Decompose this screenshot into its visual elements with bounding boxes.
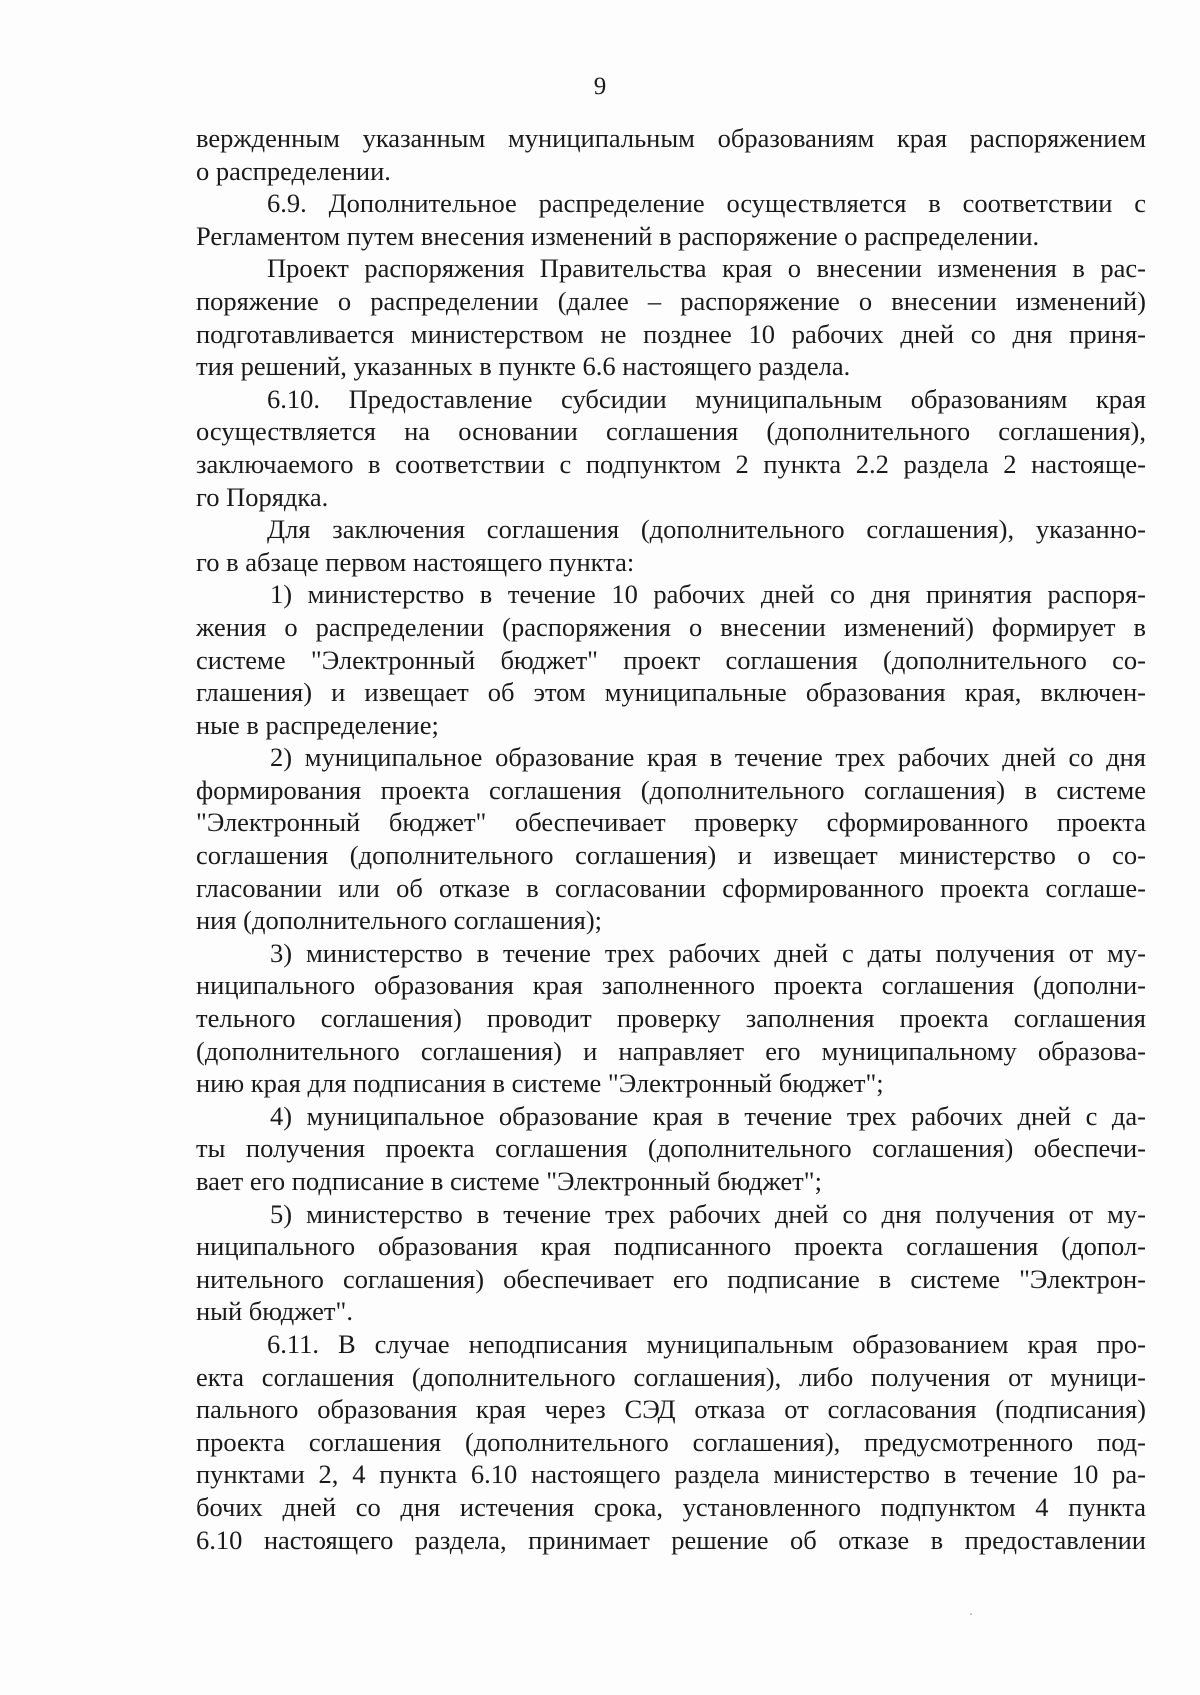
text-line: тельного соглашения) проводит проверку заполнения проекта соглашения — [196, 1003, 1146, 1034]
text-line: пунктами 2, 4 пункта 6.10 настоящего раздела министерство в течение 10 ра- — [196, 1459, 1146, 1490]
text-line: 2) муниципальное образование края в течение трех рабочих дней со дня — [270, 742, 1146, 773]
text-line: го в абзаце первом настоящего пункта: — [196, 546, 635, 577]
text-line: формирования проекта соглашения (дополнительного соглашения) в системе — [196, 774, 1146, 805]
text-line: вает его подписание в системе "Электронный бюджет"; — [196, 1166, 822, 1196]
text-line: подготавливается министерством не позднее 10 рабочих дней со дня приня- — [196, 318, 1146, 349]
text-line: Для заключения соглашения (дополнительного соглашения), указанно- — [267, 514, 1146, 545]
text-line: ния (дополнительного соглашения); — [196, 905, 603, 936]
text-line: вержденным указанным муниципальным образованиям края распоряжением — [196, 123, 1146, 153]
text-line: 1) министерство в течение 10 рабочих дней со дня принятия распоря- — [270, 579, 1146, 610]
text-line: бочих дней со дня истечения срока, установленного подпунктом 4 пункта — [196, 1491, 1146, 1522]
text-line: 6.9. Дополнительное распределение осуществляется в соответствии с — [267, 188, 1146, 219]
text-line: системе "Электронный бюджет" проект соглашения (дополнительного со- — [196, 644, 1146, 675]
text-line: Регламентом путем внесения изменений в распоряжение о распределении. — [196, 220, 1040, 251]
text-line: ный бюджет". — [196, 1296, 353, 1327]
page-number: 9 — [593, 73, 607, 100]
text-line: пального образования края через СЭД отказа от согласования (подписания) — [196, 1394, 1146, 1425]
text-line: поряжение о распределении (далее – распоряжение о внесении изменений) — [196, 285, 1146, 316]
text-line: проекта соглашения (дополнительного соглашения), предусмотренного под- — [196, 1426, 1146, 1457]
text-line: (дополнительного соглашения) и направляет его муниципальному образова- — [196, 1035, 1146, 1066]
scan-speck — [970, 1613, 972, 1615]
text-line: ные в распределение; — [196, 709, 439, 740]
text-line: го Порядка. — [196, 481, 329, 512]
text-line: 6.10. Предоставление субсидии муниципальным образованиям края — [267, 383, 1146, 414]
text-line: глашения) и извещает об этом муниципальные образования края, включен- — [196, 677, 1146, 708]
text-line: тия решений, указанных в пункте 6.6 настоящего раздела. — [196, 351, 851, 382]
text-line: ниципального образования края подписанного проекта соглашения (допол- — [196, 1231, 1146, 1262]
text-line: 6.10 настоящего раздела, принимает решение об отказе в предоставлении — [196, 1524, 1146, 1555]
text-line: жения о распределении (распоряжения о внесении изменений) формирует в — [196, 611, 1146, 642]
text-line: "Электронный бюджет" обеспечивает проверку сформированного проекта — [196, 807, 1146, 838]
text-line: 3) министерство в течение трех рабочих дней с даты получения от му- — [270, 937, 1146, 968]
document-body — [196, 122, 1146, 1556]
text-line: 5) министерство в течение трех рабочих дней со дня получения от му- — [270, 1198, 1146, 1229]
text-line: ты получения проекта соглашения (дополнительного соглашения) обеспечи- — [196, 1133, 1146, 1164]
text-line: 4) муниципальное образование края в течение трех рабочих дней с да- — [270, 1100, 1146, 1131]
text-line: заключаемого в соответствии с подпунктом 2 пункта 2.2 раздела 2 настояще- — [196, 448, 1146, 479]
text-line: осуществляется на основании соглашения (дополнительного соглашения), — [196, 416, 1146, 447]
text-line: о распределении. — [196, 155, 391, 186]
text-line: гласовании или об отказе в согласовании сформированного проекта соглаше- — [196, 872, 1146, 903]
text-line: Проект распоряжения Правительства края о внесении изменения в рас- — [267, 253, 1146, 284]
text-line: екта соглашения (дополнительного соглашения), либо получения от муници- — [196, 1361, 1146, 1392]
text-line: 6.11. В случае неподписания муниципальным образованием края про- — [267, 1328, 1146, 1359]
text-line: нительного соглашения) обеспечивает его подписание в системе "Электрон- — [196, 1263, 1146, 1294]
text-line: ниципального образования края заполненного проекта соглашения (дополни- — [196, 970, 1146, 1001]
text-line: нию края для подписания в системе "Электронный бюджет"; — [196, 1068, 884, 1099]
text-line: соглашения (дополнительного соглашения) и извещает министерство о со- — [196, 840, 1146, 871]
